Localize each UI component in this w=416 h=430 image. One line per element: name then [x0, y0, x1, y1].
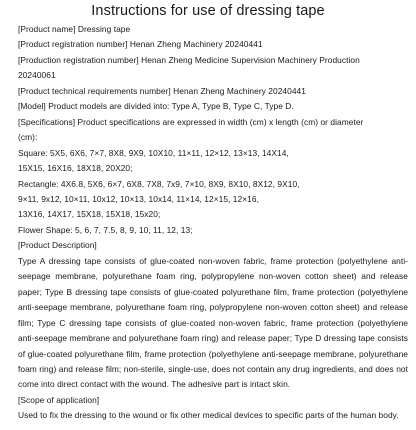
registration-number-line: [Product registration number] Henan Zheng Machinery 20240441 [18, 39, 263, 50]
product-description-heading: [Product Description] [18, 240, 97, 251]
product-description-text: Type A dressing tape consists of glue-coated non-woven fabric, frame protection (polyethylene anti-seepage membrane, polyurethane foam ring, polypropylene non-woven cotton sheet) and release paper; Type B dressing tape consists of glue-coated polyurethane film, frame protection (polyethylene anti-seepage membrane, polyurethane foam ring, polypropylene non-woven cotton sheet) and release film; Type C dressing tape consists of glue-coated non-woven fabric, frame protection (polyethylene anti-seepage membrane and polyurethane foam ring) and release paper; Type D dressing tape consists of glue-coated polyurethane film, frame protection (polyethylene anti-seepage membrane, polyurethane foam ring) and release film; non-sterile, single-use, does not contain any drug ingredients, and does not come into direct contact with the wound. The adhesive part is intact skin. [18, 255, 408, 390]
model-line: [Model] Product models are divided into: Type A, Type B, Type C, Type D. [18, 101, 294, 112]
production-registration-line: [Production registration number] Henan Zheng Medicine Supervision Machinery Production [18, 54, 360, 65]
product-name-line: [Product name] Dressing tape [18, 24, 131, 34]
technical-requirements-line: [Product technical requirements number] Henan Zheng Machinery 20240441 [18, 85, 306, 96]
document-body [18, 22, 408, 424]
scope-text: Used to fix the dressing to the wound or fix other medical devices to specific parts of the human body. [18, 410, 399, 421]
flower-shape-sizes-line: Flower Shape: 5, 6, 7, 7.5, 8, 9, 10, 11, 12, 13; [18, 224, 193, 235]
rectangle-sizes-line-2: 9×11, 9x12, 10×11, 10x12, 10×13, 10x14, 11×14, 12×15, 12×16, [18, 193, 259, 204]
document-title: Instructions for use of dressing tape [91, 3, 325, 19]
square-sizes-line-2: 15X15, 16X16, 18X18, 20X20; [18, 163, 133, 174]
production-registration-number-line: 20240061 [18, 70, 56, 81]
specifications-line: [Specifications] Product specifications are expressed in width (cm) x length (cm) or diameter [18, 116, 364, 127]
square-sizes-line-1: Square: 5X5, 6X6, 7×7, 8X8, 9X9, 10X10, 11×11, 12×12, 13×13, 14X14, [18, 147, 289, 158]
rectangle-sizes-line-3: 13X16, 14X17, 15X18, 15X18, 15x20; [18, 209, 161, 220]
specifications-unit-line: (cm): [18, 132, 38, 143]
rectangle-sizes-line-1: Rectangle: 4X6.8, 5X6, 6×7, 6X8, 7X8, 7x9, 7×10, 8X9, 8X10, 8X12, 9X10, [18, 178, 300, 189]
scope-heading: [Scope of application] [18, 394, 100, 405]
